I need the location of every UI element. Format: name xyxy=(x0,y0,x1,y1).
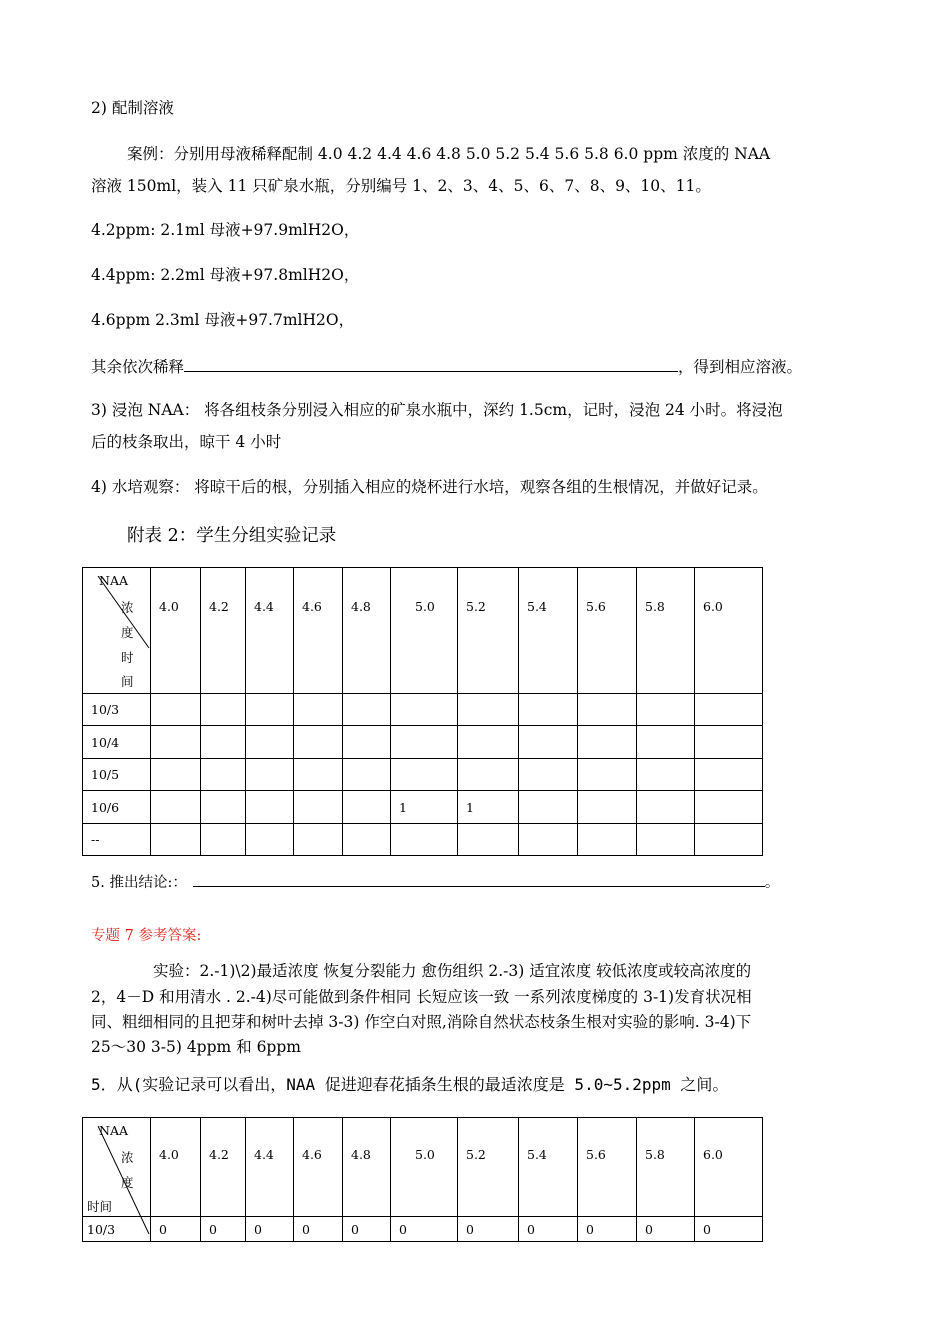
table1-header-cell: 4.0 xyxy=(151,568,201,694)
table-cell[interactable] xyxy=(578,694,637,726)
table-cell[interactable]: 0 xyxy=(151,1217,201,1242)
case-line-2: 溶液 150ml，装入 11 只矿泉水瓶，分别编号 1、2、3、4、5、6、7、8、9、10、11。 xyxy=(91,177,711,195)
answer-5: 5．从(实验记录可以看出，NAA 促进迎春花插条生根的最适浓度是 5.0~5.2ppm 之间。 xyxy=(91,1075,729,1094)
table-cell[interactable] xyxy=(151,759,201,791)
dilution-line-1: 4.2ppm: 2.1ml 母液+97.9mlH2O， xyxy=(91,221,360,239)
table-cell[interactable]: 1 xyxy=(458,791,519,824)
row-date: 10/5 xyxy=(83,759,151,791)
table-cell[interactable] xyxy=(343,726,391,759)
row-date: -- xyxy=(83,824,151,856)
corner-conc-label-2: 度 xyxy=(121,625,134,640)
table-cell[interactable] xyxy=(246,726,294,759)
table1-header-cell: 4.6 xyxy=(294,568,343,694)
table-cell[interactable] xyxy=(519,791,578,824)
table-cell[interactable] xyxy=(578,791,637,824)
table-cell[interactable] xyxy=(294,726,343,759)
table-cell[interactable] xyxy=(201,694,246,726)
table-cell[interactable] xyxy=(458,694,519,726)
table-cell[interactable] xyxy=(201,726,246,759)
answer-line-3: 同、粗细相同的且把芽和树叶去掉 3-3) 作空白对照,消除自然状态枝条生根对实验的影响. 3-4)下 xyxy=(91,1013,752,1031)
table-cell[interactable] xyxy=(201,791,246,824)
table-row xyxy=(83,726,763,759)
fill-blank-conclusion[interactable] xyxy=(193,873,765,887)
table-cell[interactable]: 0 xyxy=(519,1217,578,1242)
table-cell[interactable]: 0 xyxy=(458,1217,519,1242)
table-cell[interactable] xyxy=(695,791,763,824)
corner-time-label: 时间 xyxy=(87,1199,113,1214)
table1-header-cell: 5.6 xyxy=(578,568,637,694)
table-row xyxy=(83,1217,763,1242)
table-cell[interactable] xyxy=(637,759,695,791)
table2-header-cell: 4.8 xyxy=(343,1118,391,1217)
row-date: 10/4 xyxy=(83,726,151,759)
dilution-line-3: 4.6ppm 2.3ml 母液+97.7mlH2O， xyxy=(91,311,355,329)
table-cell[interactable] xyxy=(294,791,343,824)
table1-header-cell: 5.2 xyxy=(458,568,519,694)
corner-conc-label-2: 度 xyxy=(121,1175,134,1190)
table-cell[interactable] xyxy=(343,759,391,791)
table-cell[interactable] xyxy=(151,694,201,726)
table2-header-cell: 5.6 xyxy=(578,1118,637,1217)
rest-dilution-line xyxy=(91,357,802,376)
rest-prefix: 其余依次稀释 xyxy=(91,358,185,376)
table-cell[interactable] xyxy=(343,791,391,824)
record-table-1 xyxy=(82,567,763,856)
table2-corner-cell xyxy=(83,1118,151,1217)
table-cell[interactable] xyxy=(343,694,391,726)
table-cell[interactable] xyxy=(391,694,458,726)
table-cell[interactable]: 1 xyxy=(391,791,458,824)
step4-line: 4) 水培观察： 将晾干后的根，分别插入相应的烧杯进行水培，观察各组的生根情况，并做好记录。 xyxy=(91,478,768,496)
table-cell[interactable] xyxy=(695,726,763,759)
table2-header-cell: 4.2 xyxy=(201,1118,246,1217)
table-cell[interactable] xyxy=(343,824,391,856)
fill-blank-dilution[interactable] xyxy=(184,357,678,372)
dilution-line-2: 4.4ppm: 2.2ml 母液+97.8mlH2O， xyxy=(91,266,360,284)
table-cell[interactable] xyxy=(637,726,695,759)
row-date: 10/3 xyxy=(83,694,151,726)
table-cell[interactable] xyxy=(246,759,294,791)
table-cell[interactable] xyxy=(246,791,294,824)
table2-header-cell: 5.4 xyxy=(519,1118,578,1217)
table1-header-cell: 4.4 xyxy=(246,568,294,694)
corner-naa-label: NAA xyxy=(99,1123,128,1138)
table2-header-cell: 6.0 xyxy=(695,1118,763,1217)
case-line-1: 案例：分别用母液稀释配制 4.0 4.2 4.4 4.6 4.8 5.0 5.2 5.4 5.6 5.8 6.0 ppm 浓度的 NAA xyxy=(127,145,771,163)
step3-line-1: 3) 浸泡 NAA： 将各组枝条分别浸入相应的矿泉水瓶中，深约 1.5cm，记时，浸泡 24 小时。将浸泡 xyxy=(91,401,783,419)
table2-header-cell: 5.0 xyxy=(391,1118,458,1217)
table-cell[interactable] xyxy=(578,759,637,791)
table2-header-cell: 5.8 xyxy=(637,1118,695,1217)
conclusion-end: 。 xyxy=(764,875,780,891)
corner-conc-label-1: 浓 xyxy=(121,1150,134,1165)
row-date: 10/3 xyxy=(83,1217,151,1242)
table1-header-cell: 5.8 xyxy=(637,568,695,694)
table-cell[interactable] xyxy=(391,759,458,791)
answer-line-1: 实验：2.-1)\2)最适浓度 恢复分裂能力 愈伤组织 2.-3) 适宜浓度 较低浓度或较高浓度的 xyxy=(153,962,752,980)
table-cell[interactable] xyxy=(578,824,637,856)
table1-header-cell: 6.0 xyxy=(695,568,763,694)
table2-header-cell: 4.4 xyxy=(246,1118,294,1217)
conclusion-line xyxy=(91,873,779,891)
table-cell[interactable] xyxy=(294,824,343,856)
table-cell[interactable]: 0 xyxy=(294,1217,343,1242)
table-cell[interactable] xyxy=(519,694,578,726)
table-cell[interactable] xyxy=(695,694,763,726)
corner-time-label-1: 时 xyxy=(121,650,134,665)
table1-header-cell: 4.8 xyxy=(343,568,391,694)
table-row xyxy=(83,759,763,791)
table-cell[interactable] xyxy=(151,726,201,759)
table-cell[interactable] xyxy=(151,824,201,856)
table1-header-cell: 5.4 xyxy=(519,568,578,694)
conclusion-label: 5. 推出结论:： xyxy=(91,875,187,891)
table-cell[interactable] xyxy=(519,726,578,759)
table-cell[interactable] xyxy=(391,726,458,759)
table-cell[interactable] xyxy=(637,694,695,726)
table2-header-cell: 4.0 xyxy=(151,1118,201,1217)
corner-conc-label-1: 浓 xyxy=(121,600,134,615)
table1-corner-cell xyxy=(83,568,151,694)
table-cell[interactable] xyxy=(458,824,519,856)
table-cell[interactable] xyxy=(294,759,343,791)
table-cell[interactable]: 0 xyxy=(246,1217,294,1242)
table-cell[interactable]: 0 xyxy=(637,1217,695,1242)
table-cell[interactable] xyxy=(391,824,458,856)
table2-header-cell: 4.6 xyxy=(294,1118,343,1217)
row-date: 10/6 xyxy=(83,791,151,824)
answer-title: 专题 7 参考答案: xyxy=(91,928,202,944)
table-cell[interactable]: 0 xyxy=(578,1217,637,1242)
table-cell[interactable] xyxy=(201,824,246,856)
table-cell[interactable] xyxy=(458,759,519,791)
table-cell[interactable] xyxy=(637,824,695,856)
table-cell[interactable] xyxy=(578,726,637,759)
table-row xyxy=(83,694,763,726)
table-cell[interactable] xyxy=(637,791,695,824)
table-cell[interactable] xyxy=(246,824,294,856)
record-table-2 xyxy=(82,1117,763,1242)
table1-caption: 附表 2：学生分组实验记录 xyxy=(127,526,337,546)
table-cell[interactable] xyxy=(246,694,294,726)
answer-line-4: 25～30 3-5) 4ppm 和 6ppm xyxy=(91,1038,301,1056)
table1-header-cell: 5.0 xyxy=(391,568,458,694)
step3-line-2: 后的枝条取出，晾干 4 小时 xyxy=(91,433,282,451)
table-cell[interactable]: 0 xyxy=(391,1217,458,1242)
table-cell[interactable] xyxy=(519,824,578,856)
table-cell[interactable]: 0 xyxy=(695,1217,763,1242)
table-cell[interactable] xyxy=(695,759,763,791)
table-cell[interactable]: 0 xyxy=(201,1217,246,1242)
table-cell[interactable] xyxy=(201,759,246,791)
step2-title: 2) 配制溶液 xyxy=(91,99,174,117)
table2-header-cell: 5.2 xyxy=(458,1118,519,1217)
table-cell[interactable] xyxy=(458,726,519,759)
corner-naa-label: NAA xyxy=(99,573,128,588)
table-row xyxy=(83,824,763,856)
table-cell[interactable]: 0 xyxy=(343,1217,391,1242)
table-cell[interactable] xyxy=(294,694,343,726)
table-cell[interactable] xyxy=(519,759,578,791)
table-cell[interactable] xyxy=(151,791,201,824)
table-cell[interactable] xyxy=(695,824,763,856)
corner-time-label-2: 间 xyxy=(121,674,134,689)
rest-suffix: ，得到相应溶液。 xyxy=(678,358,803,376)
table-row xyxy=(83,791,763,824)
table1-header-cell: 4.2 xyxy=(201,568,246,694)
answer-line-2: 2，4－D 和用清水 . 2.-4)尽可能做到条件相同 长短应该一致 一系列浓度梯度的 3-1)发育状况相 xyxy=(91,988,752,1006)
